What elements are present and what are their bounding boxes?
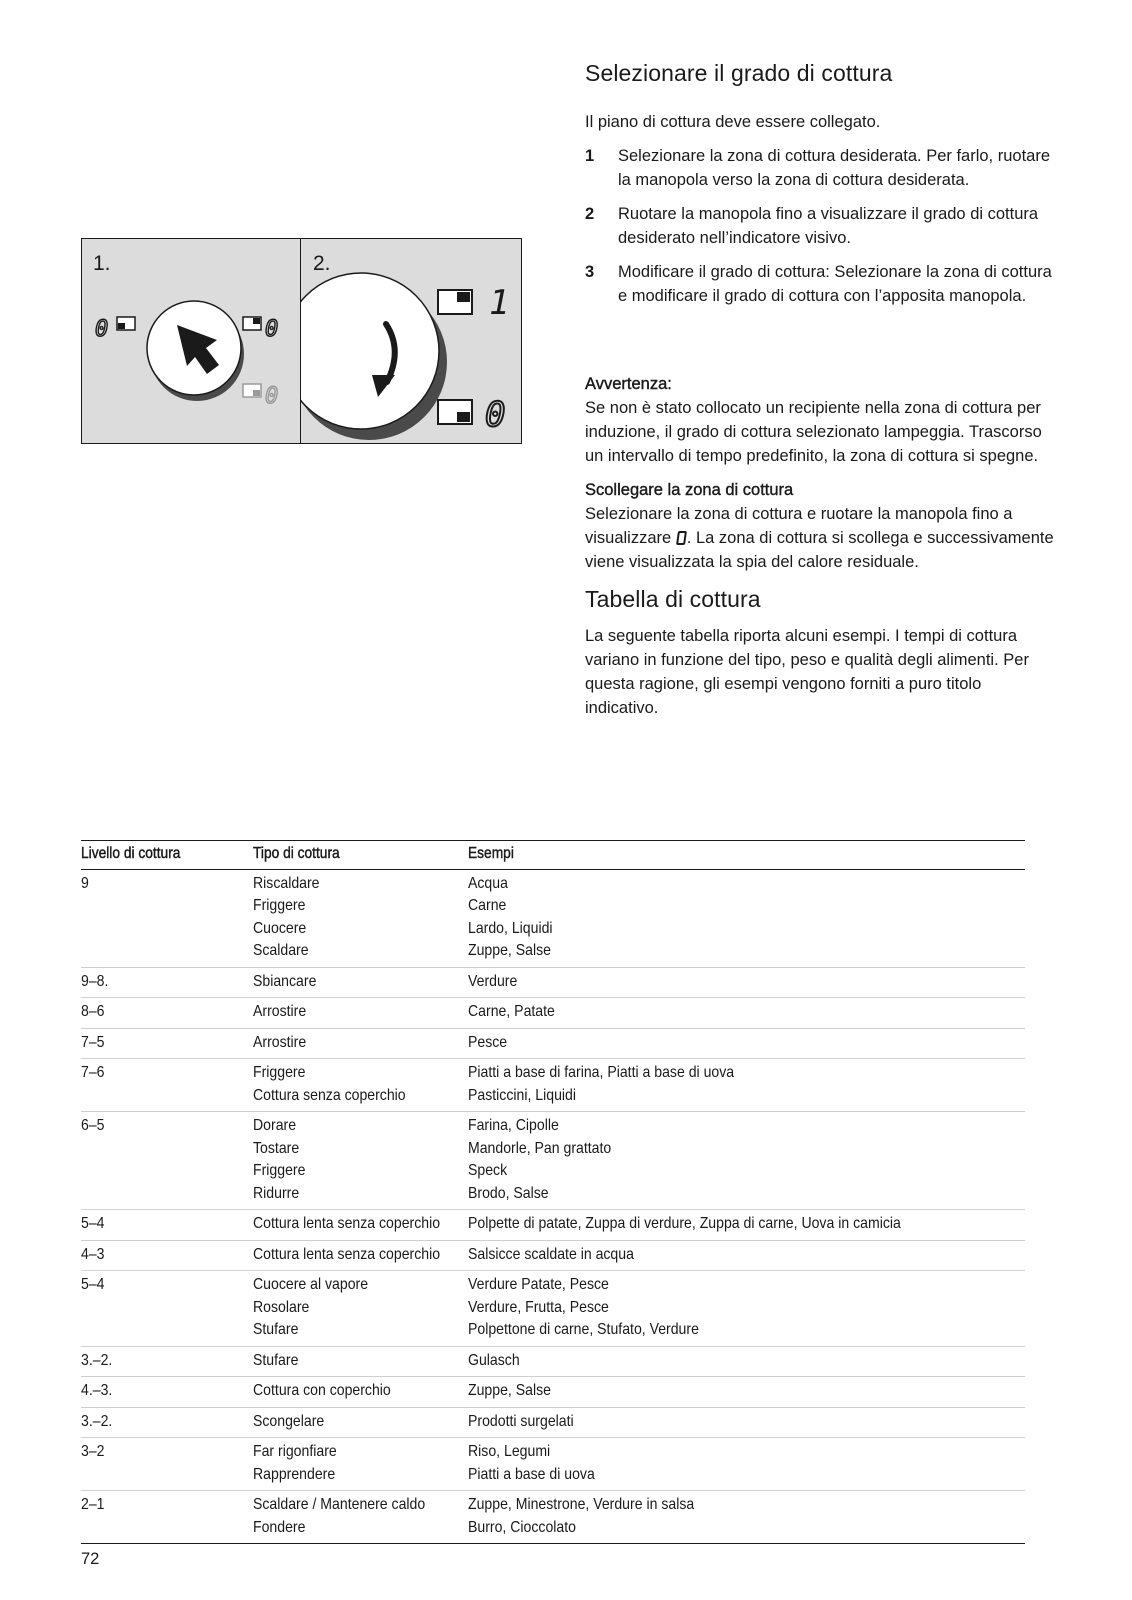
cell-examples: Riso, Legumi Piatti a base di uova bbox=[468, 1438, 1025, 1491]
step-item bbox=[585, 144, 1055, 192]
cell-examples: Salsicce scaldate in acqua bbox=[468, 1240, 1025, 1271]
step-number: 1 bbox=[585, 147, 595, 165]
cell-type: Stufare bbox=[253, 1346, 468, 1377]
table-row bbox=[81, 1240, 1025, 1271]
cell-level: 3.–2. bbox=[81, 1407, 253, 1438]
cell-type: Cottura lenta senza coperchio bbox=[253, 1210, 468, 1241]
display-zero-rear-right: 0 bbox=[265, 317, 279, 342]
cell-type: Sbiancare bbox=[253, 967, 468, 998]
display-zero-large: 0 bbox=[485, 395, 506, 435]
disconnect-title: Scollegare la zona di cottura bbox=[585, 481, 794, 499]
cell-type: Cuocere al vapore Rosolare Stufare bbox=[253, 1271, 468, 1347]
right-column bbox=[585, 58, 1055, 720]
cell-level: 5–4 bbox=[81, 1210, 253, 1241]
zone-rear-right-icon bbox=[243, 317, 261, 330]
cell-level: 5–4 bbox=[81, 1271, 253, 1347]
header-level: Livello di cottura bbox=[81, 841, 253, 870]
table-row bbox=[81, 1028, 1025, 1059]
zone-rear-right-icon-large bbox=[438, 290, 472, 314]
table-row bbox=[81, 1438, 1025, 1491]
display-one: 1 bbox=[489, 283, 510, 323]
cell-examples: Verdure Patate, Pesce Verdure, Frutta, Pesce Polpettone di carne, Stufato, Verdure bbox=[468, 1271, 1025, 1347]
step-item bbox=[585, 260, 1055, 308]
table-row bbox=[81, 967, 1025, 998]
panel-1-label: 1. bbox=[93, 252, 111, 275]
table-row bbox=[81, 1059, 1025, 1112]
intro-text: Il piano di cottura deve essere collegato. bbox=[585, 113, 881, 131]
note-text: Se non è stato collocato un recipiente nella zona di cottura per induzione, il grado di cottura selezionato lampeggia. Trascorso un intervallo di tempo predefinito, la zona di cottura si spegne. bbox=[585, 399, 1042, 465]
cell-examples: Acqua Carne Lardo, Liquidi Zuppe, Salse bbox=[468, 869, 1025, 967]
cell-level: 6–5 bbox=[81, 1112, 253, 1210]
page-number: 72 bbox=[81, 1550, 100, 1568]
cell-examples: Polpette di patate, Zuppa di verdure, Zuppa di carne, Uova in camicia bbox=[468, 1210, 1025, 1241]
section-title-cooking-table: Tabella di cottura bbox=[585, 586, 761, 612]
disconnect-text bbox=[585, 502, 1055, 574]
cell-level: 4.–3. bbox=[81, 1377, 253, 1408]
knob-illustration bbox=[81, 238, 522, 444]
disconnect-text-after: . La zona di cottura si scollega e successivamente viene visualizzata la spia del calore residuale. bbox=[585, 529, 1054, 571]
cell-examples: Verdure bbox=[468, 967, 1025, 998]
table-row bbox=[81, 1491, 1025, 1544]
cell-examples: Zuppe, Minestrone, Verdure in salsa Burro, Cioccolato bbox=[468, 1491, 1025, 1544]
note-title: Avvertenza: bbox=[585, 375, 672, 393]
table-header-row bbox=[81, 841, 1025, 870]
zone-left-icon bbox=[117, 317, 135, 330]
disconnect-text-before: Selezionare la zona di cottura e ruotare la manopola fino a visualizzare bbox=[585, 505, 1013, 547]
table-body bbox=[81, 869, 1025, 1544]
cell-type: Dorare Tostare Friggere Ridurre bbox=[253, 1112, 468, 1210]
cooking-table bbox=[81, 840, 1025, 1544]
step-number: 3 bbox=[585, 263, 595, 281]
zone-front-right-icon bbox=[243, 384, 261, 397]
cell-examples: Prodotti surgelati bbox=[468, 1407, 1025, 1438]
table-row bbox=[81, 869, 1025, 967]
table-row bbox=[81, 1112, 1025, 1210]
cell-type: Far rigonfiare Rapprendere bbox=[253, 1438, 468, 1491]
table-intro-text: La seguente tabella riporta alcuni esempi. I tempi di cottura variano in funzione del tipo, peso e qualità degli alimenti. Per questa ragione, gli esempi vengono forniti a puro titolo indicativo. bbox=[585, 627, 1029, 717]
display-zero-front-right: 0 bbox=[265, 384, 279, 409]
cell-examples: Zuppe, Salse bbox=[468, 1377, 1025, 1408]
cell-level: 8–6 bbox=[81, 998, 253, 1029]
cell-type: Friggere Cottura senza coperchio bbox=[253, 1059, 468, 1112]
cell-examples: Gulasch bbox=[468, 1346, 1025, 1377]
cell-type: Arrostire bbox=[253, 1028, 468, 1059]
cell-level: 3–2 bbox=[81, 1438, 253, 1491]
cell-level: 2–1 bbox=[81, 1491, 253, 1544]
cell-type: Riscaldare Friggere Cuocere Scaldare bbox=[253, 869, 468, 967]
step-text: Ruotare la manopola fino a visualizzare il grado di cottura desiderato nell’indicatore visivo. bbox=[618, 205, 1039, 247]
cell-level: 3.–2. bbox=[81, 1346, 253, 1377]
cell-level: 9 bbox=[81, 869, 253, 967]
table-row bbox=[81, 1377, 1025, 1408]
zone-front-right-icon-large bbox=[438, 400, 472, 424]
cell-type: Scongelare bbox=[253, 1407, 468, 1438]
cell-examples: Farina, Cipolle Mandorle, Pan grattato Speck Brodo, Salse bbox=[468, 1112, 1025, 1210]
cell-type: Arrostire bbox=[253, 998, 468, 1029]
zero-display-icon bbox=[676, 531, 687, 545]
cell-type: Cottura con coperchio bbox=[253, 1377, 468, 1408]
display-zero-left: 0 bbox=[95, 317, 109, 342]
table-row bbox=[81, 998, 1025, 1029]
cell-level: 7–5 bbox=[81, 1028, 253, 1059]
cell-type: Scaldare / Mantenere caldo Fondere bbox=[253, 1491, 468, 1544]
cell-examples: Pesce bbox=[468, 1028, 1025, 1059]
cell-level: 4–3 bbox=[81, 1240, 253, 1271]
cell-examples: Carne, Patate bbox=[468, 998, 1025, 1029]
panel-2-label: 2. bbox=[313, 252, 331, 275]
step-item bbox=[585, 202, 1055, 250]
steps-list bbox=[585, 144, 1055, 308]
table-row bbox=[81, 1210, 1025, 1241]
table-row bbox=[81, 1346, 1025, 1377]
step-number: 2 bbox=[585, 205, 595, 223]
cell-level: 9–8. bbox=[81, 967, 253, 998]
table-row bbox=[81, 1407, 1025, 1438]
header-type: Tipo di cottura bbox=[253, 841, 468, 870]
cell-examples: Piatti a base di farina, Piatti a base di uova Pasticcini, Liquidi bbox=[468, 1059, 1025, 1112]
step-text: Modificare il grado di cottura: Selezionare la zona di cottura e modificare il grado di cottura con l’apposita manopola. bbox=[618, 263, 1052, 305]
header-examples: Esempi bbox=[468, 841, 1025, 870]
cell-type: Cottura lenta senza coperchio bbox=[253, 1240, 468, 1271]
table-row bbox=[81, 1271, 1025, 1347]
step-text: Selezionare la zona di cottura desiderata. Per farlo, ruotare la manopola verso la zona di cottura desiderata. bbox=[618, 147, 1050, 189]
section-title-select-level: Selezionare il grado di cottura bbox=[585, 60, 893, 86]
cell-level: 7–6 bbox=[81, 1059, 253, 1112]
